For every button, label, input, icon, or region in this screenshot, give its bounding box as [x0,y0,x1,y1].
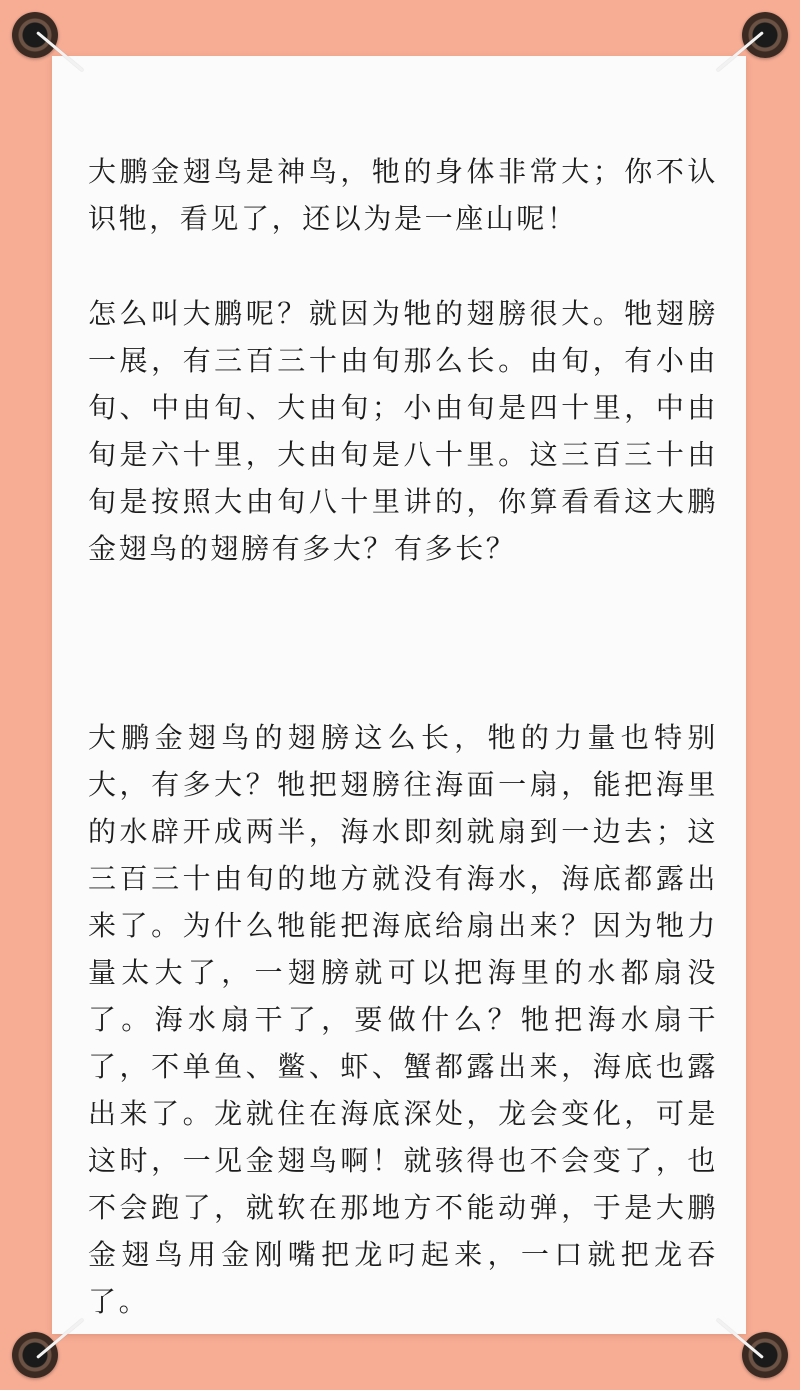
article-body [88,148,718,1325]
grommet-bottom-left [12,1332,58,1378]
paragraph-1: 大鹏金翅鸟是神鸟，牠的身体非常大；你不认识牠，看见了，还以为是一座山呢！ [88,155,718,235]
grommet-top-left [12,12,58,58]
paragraph-3: 大鹏金翅鸟的翅膀这么长，牠的力量也特别大，有多大？牠把翅膀往海面一扇，能把海里的水辟开成两半，海水即刻就扇到一边去；这三百三十由旬的地方就没有海水，海底都露出来了。为什么牠能把海底给扇出来？因为牠力量太大了，一翅膀就可以把海里的水都扇没了。海水扇干了，要做什么？牠把海水扇干了，不单鱼、鳖、虾、蟹都露出来，海底也露出来了。龙就住在海底深处，龙会变化，可是这时，一见金翅鸟啊！就骇得也不会变了，也不会跑了，就软在那地方不能动弹，于是大鹏金翅鸟用金刚嘴把龙叼起来，一口就把龙吞了。 [88,721,718,1318]
grommet-top-right [742,12,788,58]
paragraph-2: 怎么叫大鹏呢？就因为牠的翅膀很大。牠翅膀一展，有三百三十由旬那么长。由旬，有小由旬、中由旬、大由旬；小由旬是四十里，中由旬是六十里，大由旬是八十里。这三百三十由旬是按照大由旬八十里讲的，你算看看这大鹏金翅鸟的翅膀有多大？有多长？ [88,297,718,565]
grommet-bottom-right [742,1332,788,1378]
